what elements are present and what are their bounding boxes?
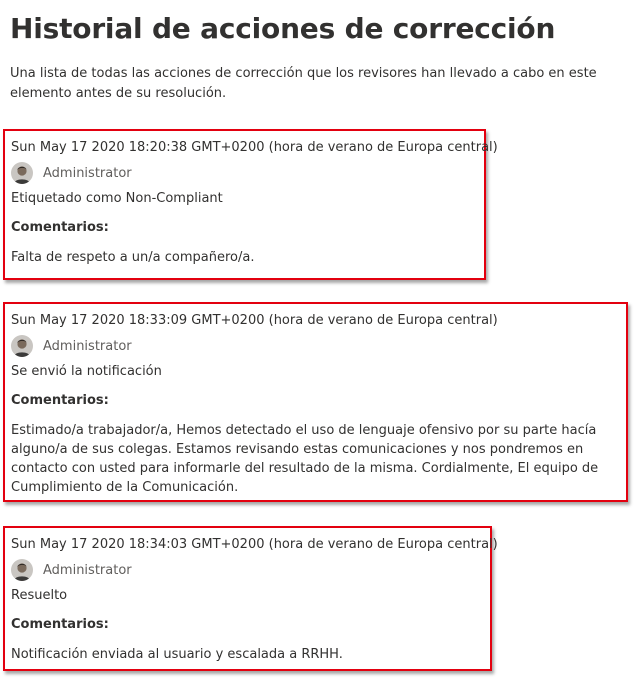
- entry-action: Se envió la notificación: [11, 364, 162, 379]
- history-entry: [3, 526, 498, 671]
- page-title: Historial de acciones de corrección: [10, 12, 556, 45]
- history-entry: [3, 302, 628, 502]
- user-avatar-icon: [11, 162, 33, 184]
- entry-comment: Falta de respeto a un/a compañero/a.: [11, 250, 255, 265]
- user-name: Administrator: [43, 338, 132, 354]
- entry-user: [11, 333, 622, 359]
- comments-label: Comentarios:: [11, 617, 109, 632]
- entry-timestamp: Sun May 17 2020 18:33:09 GMT+0200 (hora de verano de Europa central): [11, 313, 498, 328]
- user-avatar-icon: [11, 559, 33, 581]
- entry-timestamp: Sun May 17 2020 18:20:38 GMT+0200 (hora de verano de Europa central): [11, 140, 498, 155]
- entry-comment: Notificación enviada al usuario y escalada a RRHH.: [11, 647, 343, 662]
- entry-user: [11, 557, 486, 583]
- user-avatar-icon: [11, 335, 33, 357]
- entry-action: Resuelto: [11, 588, 68, 603]
- history-entry: [3, 129, 498, 280]
- user-name: Administrator: [43, 562, 132, 578]
- comments-label: Comentarios:: [11, 220, 109, 235]
- entry-action: Etiquetado como Non-Compliant: [11, 191, 223, 206]
- comments-label: Comentarios:: [11, 393, 109, 408]
- page-description: Una lista de todas las acciones de corrección que los revisores han llevado a cabo en este elemento antes de su resolución.: [10, 66, 597, 101]
- entry-timestamp: Sun May 17 2020 18:34:03 GMT+0200 (hora de verano de Europa central): [11, 537, 498, 552]
- entry-comment: Estimado/a trabajador/a, Hemos detectado el uso de lenguaje ofensivo por su parte hacía alguno/a de sus colegas. Estamos revisando estas comunicaciones y nos pondremos en contacto con usted para informarle del resultado de la misma. Cordialmente, El equipo de Cumplimiento de la Comunicación.: [11, 423, 599, 495]
- entry-user: [11, 160, 480, 186]
- user-name: Administrator: [43, 165, 132, 181]
